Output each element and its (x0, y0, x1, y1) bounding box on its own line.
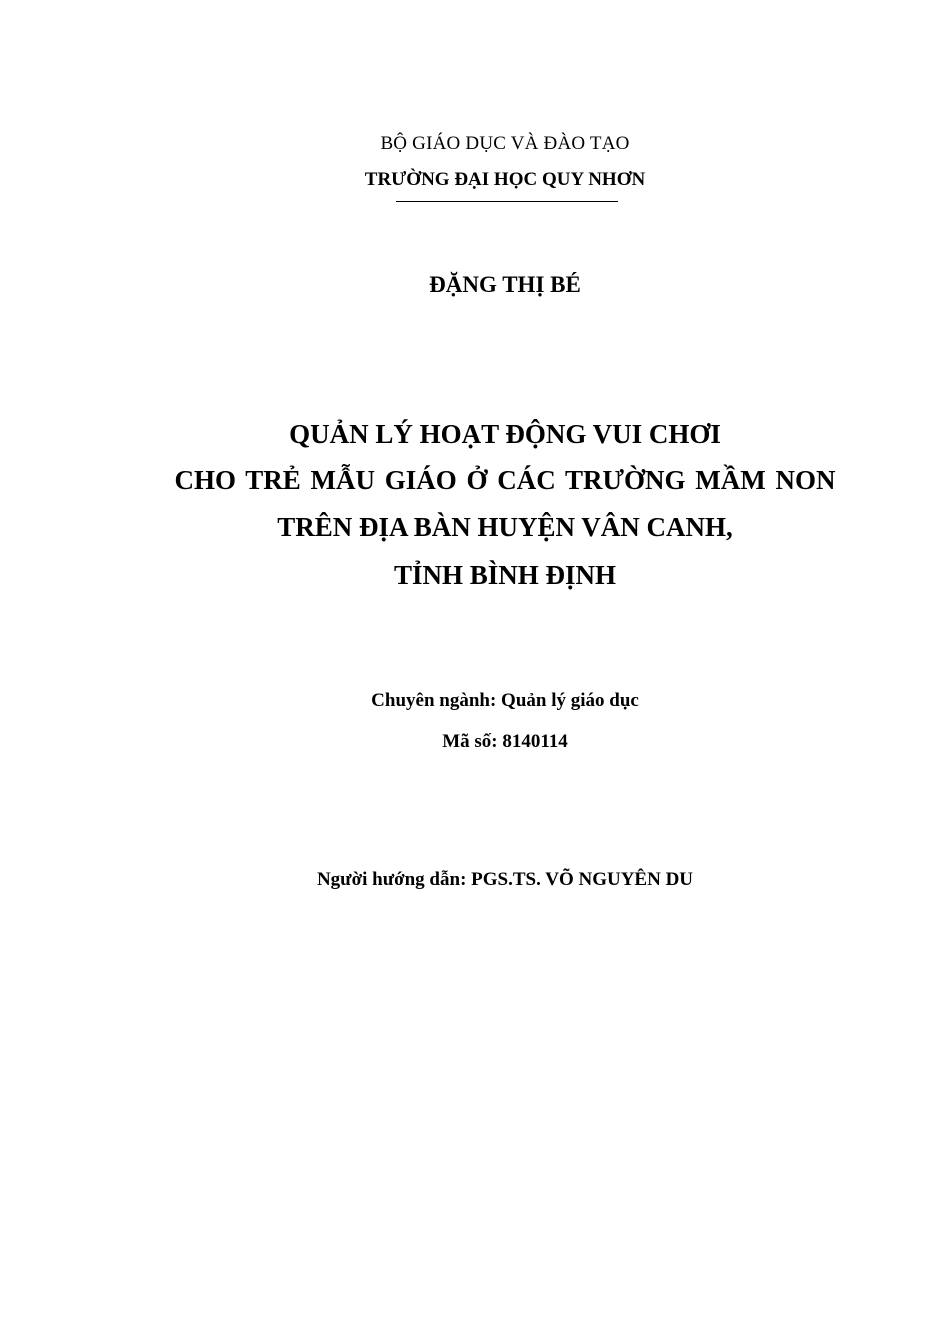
major-code: Mã số: 8140114 (442, 731, 568, 752)
advisor-name: Người hướng dẫn: PGS.TS. VÕ NGUYÊN DU (316, 869, 694, 890)
header-divider (396, 201, 618, 202)
university-name: TRƯỜNG ĐẠI HỌC QUY NHƠN (364, 169, 646, 190)
major-label: Chuyên ngành: Quản lý giáo dục (371, 690, 639, 711)
thesis-title-line-4: TỈNH BÌNH ĐỊNH (393, 560, 617, 590)
thesis-title-line-1: QUẢN LÝ HOẠT ĐỘNG VUI CHƠI (289, 419, 721, 449)
ministry-name: BỘ GIÁO DỤC VÀ ĐÀO TẠO (380, 133, 630, 154)
author-name: ĐẶNG THỊ BÉ (429, 272, 581, 297)
thesis-title-line-2: CHO TRẺ MẪU GIÁO Ở CÁC TRƯỜNG MẦM NON (174, 465, 836, 495)
thesis-title-line-3: TRÊN ĐỊA BÀN HUYỆN VÂN CANH, (277, 512, 733, 542)
